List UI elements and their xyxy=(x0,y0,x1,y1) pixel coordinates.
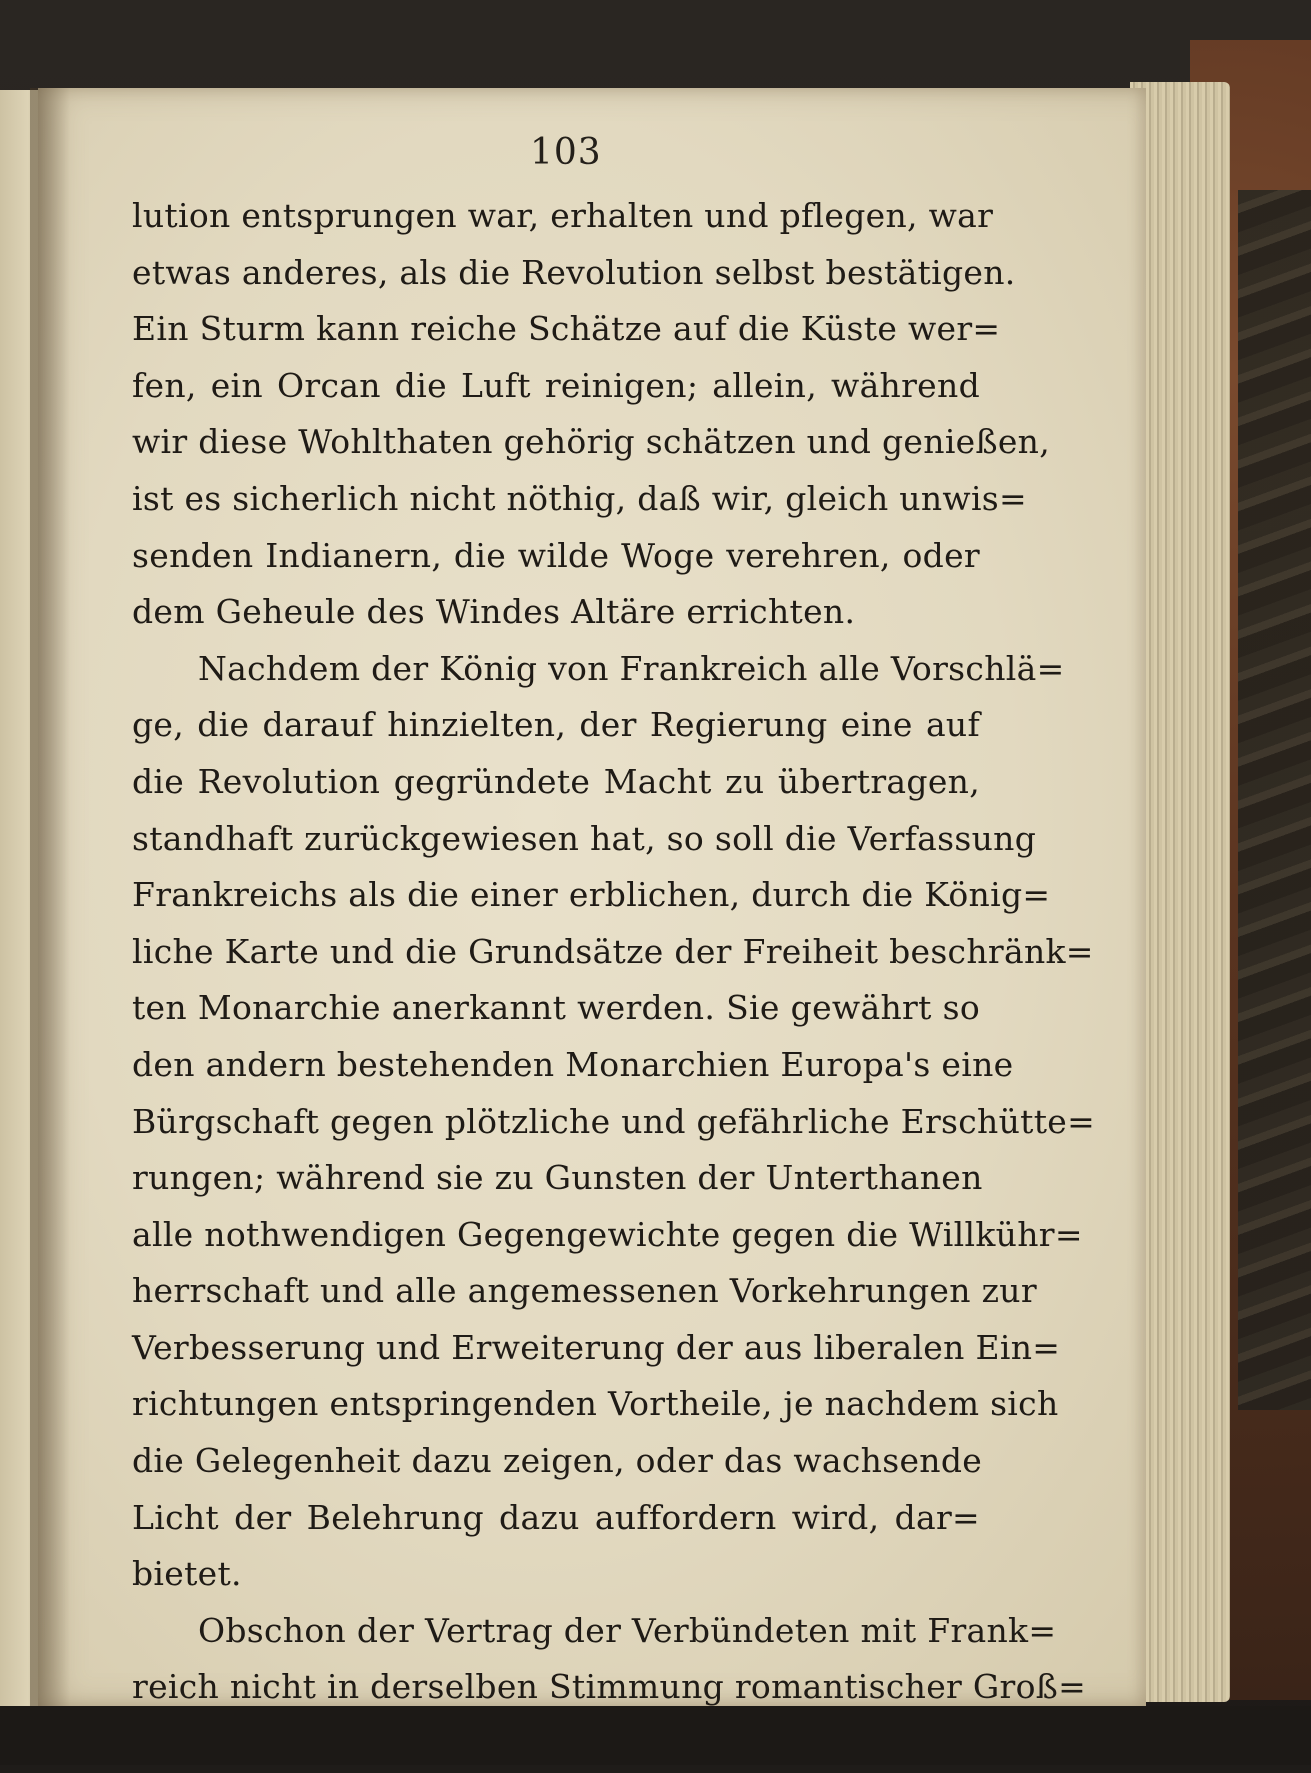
text-line: die Gelegenheit dazu zeigen, oder das wachsende xyxy=(132,1441,983,1481)
text-line: lution entsprungen war, erhalten und pflegen, war xyxy=(132,196,994,235)
text-line: fen, ein Orcan die Luft reinigen; allein, während xyxy=(132,365,980,405)
text-line: standhaft zurückgewiesen hat, so soll die Verfassung xyxy=(132,818,1037,858)
text-line: alle nothwendigen Gegengewichte gegen die Willkühr= xyxy=(132,1214,1083,1254)
text-line: bietet. xyxy=(132,1554,242,1594)
text-line: liche Karte und die Grundsätze der Freiheit beschränk= xyxy=(132,931,1094,971)
text-line: Verbesserung und Erweiterung der aus liberalen Ein= xyxy=(132,1327,1061,1367)
text-line: ge, die darauf hinzielten, der Regierung eine auf xyxy=(132,705,980,745)
text-line: herrschaft und alle angemessenen Vorkehrungen zur xyxy=(132,1271,1037,1311)
text-line: etwas anderes, als die Revolution selbst bestätigen. xyxy=(132,252,1016,292)
text-line: die Revolution gegründete Macht zu übertragen, xyxy=(132,761,980,801)
text-line: senden Indianern, die wilde Woge verehren, oder xyxy=(132,535,980,575)
text-line: Obschon der Vertrag der Verbündeten mit Frank= xyxy=(198,1610,1057,1650)
text-line: Frankreichs als die einer erblichen, durch die König= xyxy=(132,875,1051,915)
text-line: dem Geheule des Windes Altäre errichten. xyxy=(132,592,856,632)
page-number: 103 xyxy=(530,132,602,173)
text-line: Bürgschaft gegen plötzliche und gefährliche Erschütte= xyxy=(132,1101,1096,1141)
text-line: wir diese Wohlthaten gehörig schätzen und genießen, xyxy=(132,422,1051,462)
text-line: den andern bestehenden Monarchien Europa's eine xyxy=(132,1044,1014,1084)
scanner-top-edge xyxy=(0,0,1311,62)
text-line: ten Monarchie anerkannt werden. Sie gewährt so xyxy=(132,988,980,1028)
marbled-cover-paper xyxy=(1238,190,1311,1410)
text-line: Ein Sturm kann reiche Schätze auf die Küste wer= xyxy=(132,309,1001,349)
text-line: ist es sicherlich nicht nöthig, daß wir, gleich unwis= xyxy=(132,478,1027,518)
text-line: reich nicht in derselben Stimmung romantischer Groß= xyxy=(132,1667,1087,1707)
body-text xyxy=(132,188,1096,1773)
text-line: rungen; während sie zu Gunsten der Unterthanen xyxy=(132,1158,983,1198)
text-line: richtungen entspringenden Vortheile, je nachdem sich xyxy=(132,1384,1059,1424)
gutter-shadow xyxy=(30,88,70,1706)
scanner-bottom-edge xyxy=(0,1706,1311,1765)
text-line: Licht der Belehrung dazu auffordern wird, dar= xyxy=(132,1497,980,1537)
text-line: Nachdem der König von Frankreich alle Vorschlä= xyxy=(198,648,1065,688)
